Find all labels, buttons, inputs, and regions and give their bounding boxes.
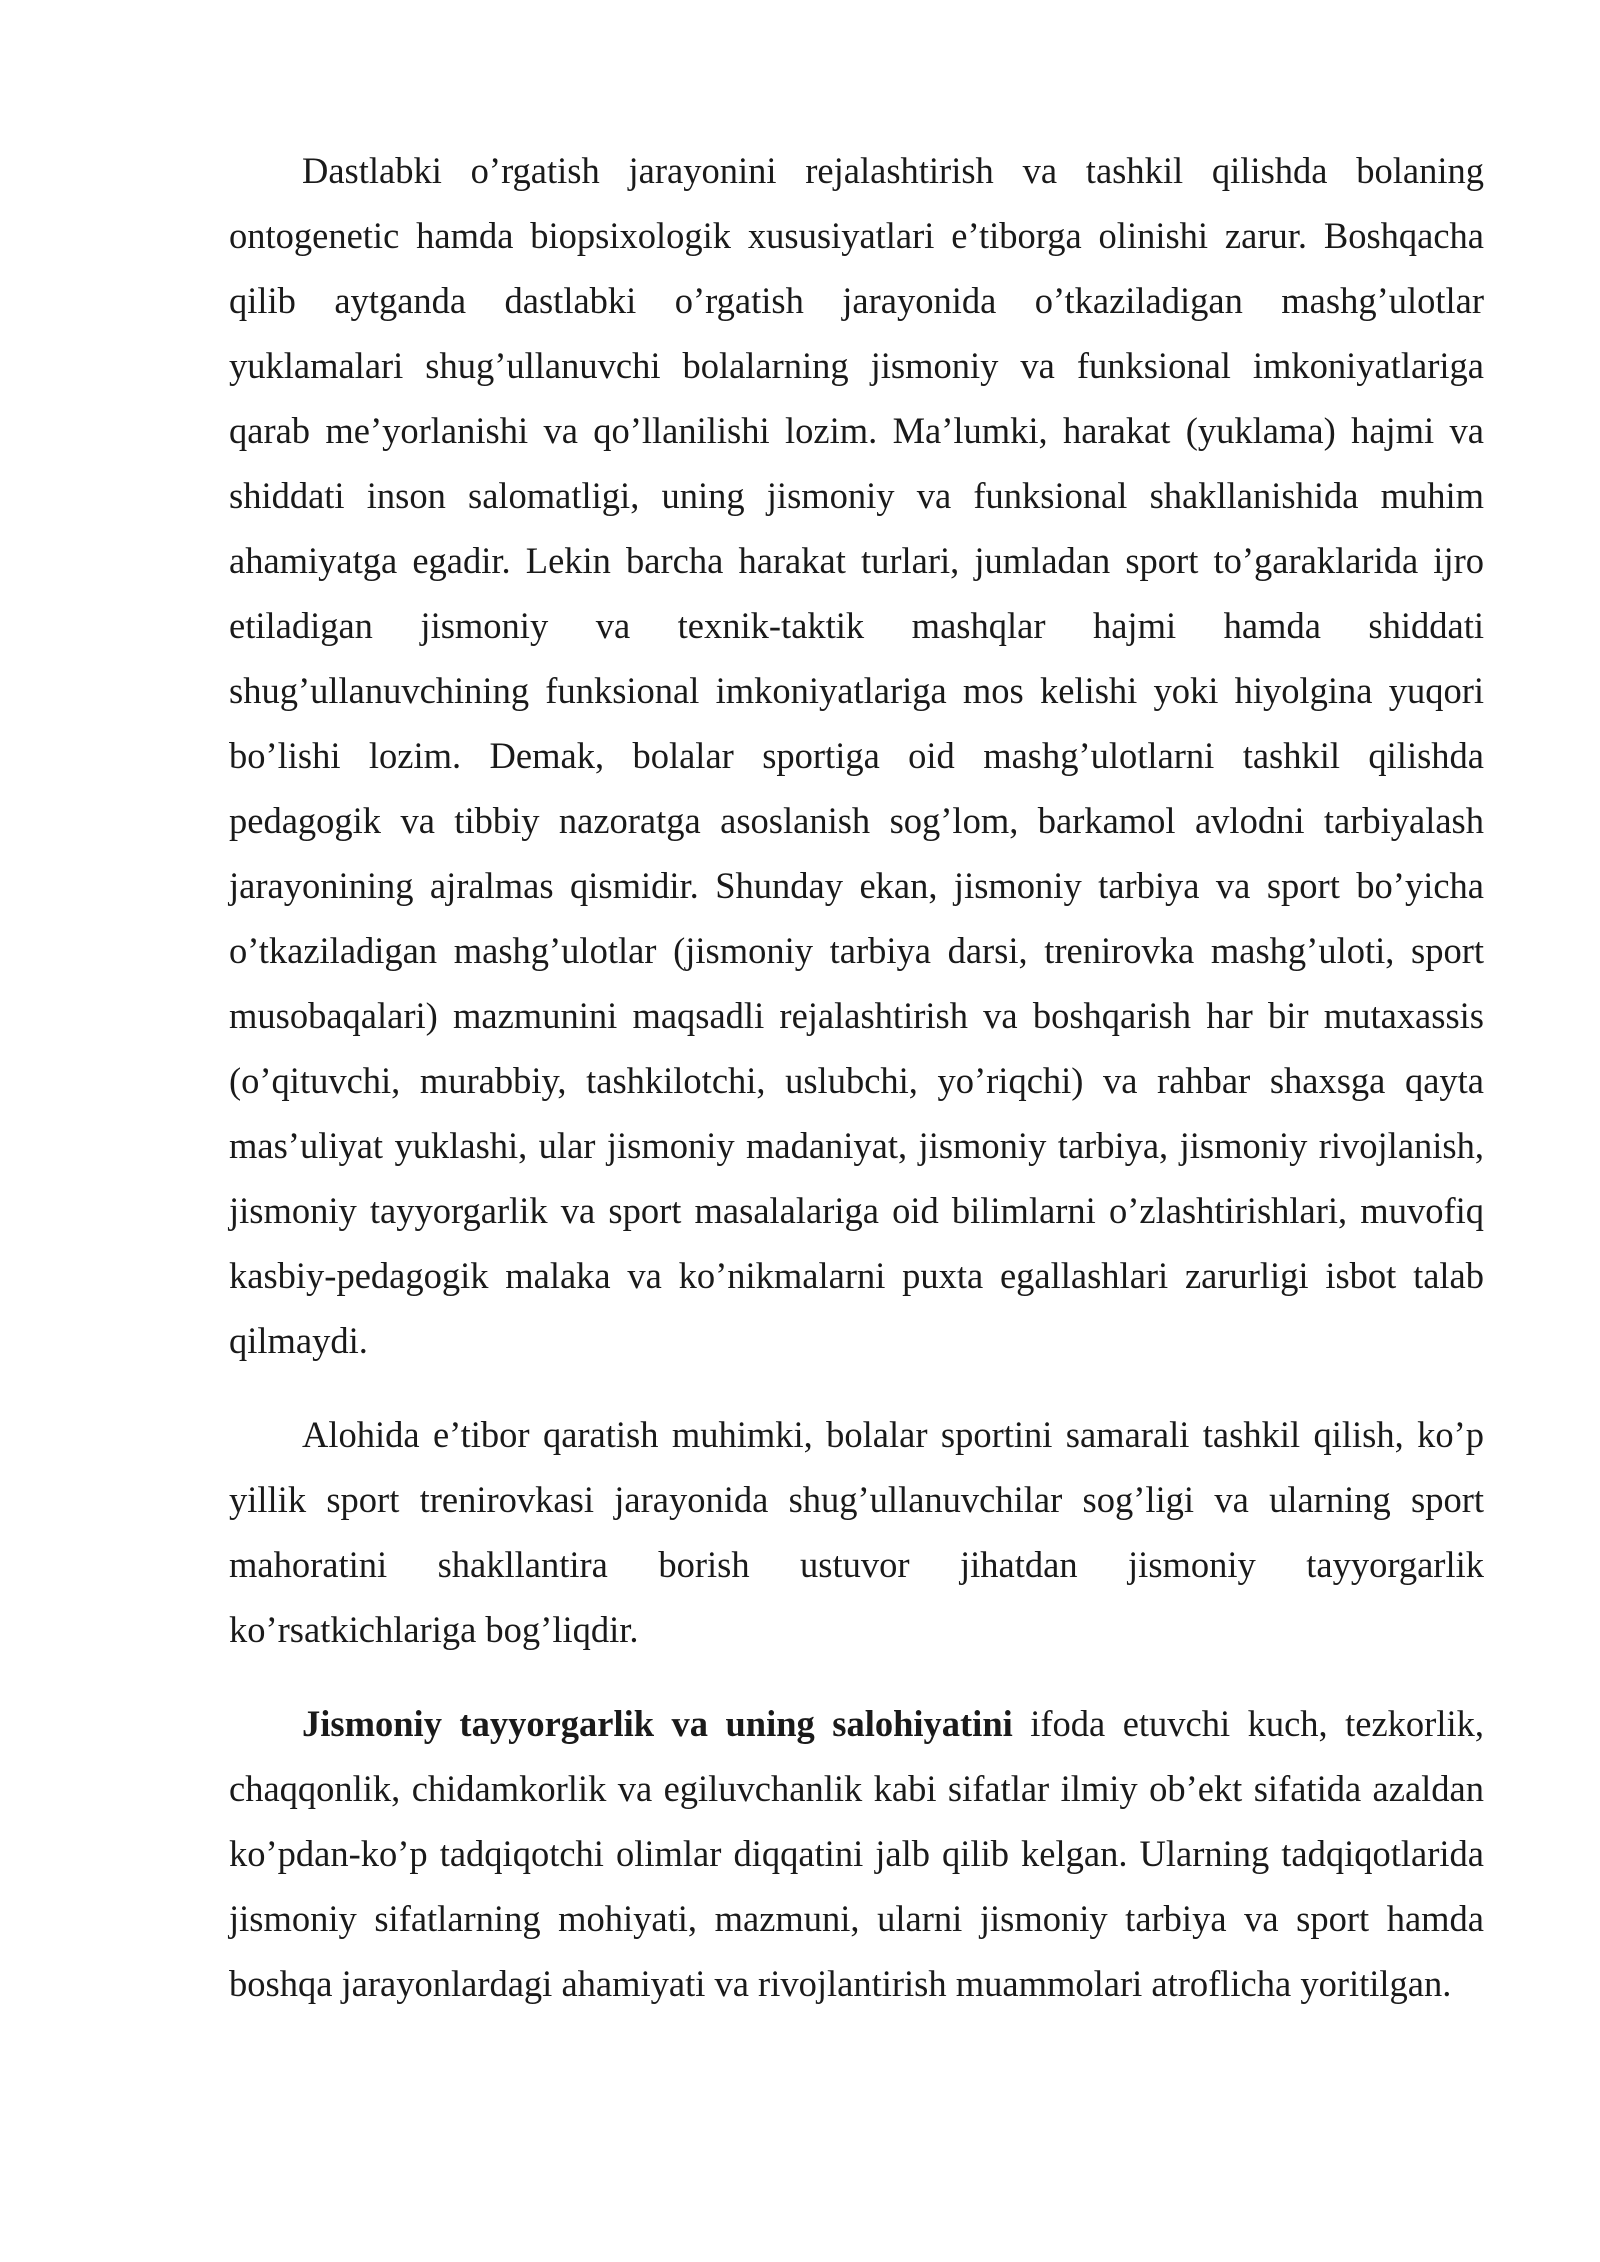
paragraph-3-bold-lead: Jismoniy tayyorgarlik va uning salohiyatini [302, 1703, 1013, 1744]
document-body [229, 138, 1484, 2016]
paragraph-1-text: Dastlabki o’rgatish jarayonini rejalashtirish va tashkil qilishda bolaning ontogenetic hamda biopsixologik xususiyatlari e’tiborga olinishi zarur. Boshqacha qilib aytganda dastlabki o’rgatish jarayonida o’tkaziladigan mashg’ulotlar yuklamalari shug’ullanuvchi bolalarning jismoniy va funksional imkoniyatlariga qarab me’yorlanishi va qo’llanilishi lozim. Ma’lumki, harakat (yuklama) hajmi va shiddati inson salomatligi, uning jismoniy va funksional shakllanishida muhim ahamiyatga egadir. Lekin barcha harakat turlari, jumladan sport to’garaklarida ijro etiladigan jismoniy va texnik-taktik mashqlar hajmi hamda shiddati shug’ullanuvchining funksional imkoniyatlariga mos kelishi yoki hiyolgina yuqori bo’lishi lozim. Demak, bolalar sportiga oid mashg’ulotlarni tashkil qilishda pedagogik va tibbiy nazoratga asoslanish sog’lom, barkamol avlodni tarbiyalash jarayonining ajralmas qismidir. Shunday ekan, jismoniy tarbiya va sport bo’yicha o’tkaziladigan mashg’ulotlar (jismoniy tarbiya darsi, trenirovka mashg’uloti, sport musobaqalari) mazmunini maqsadli rejalashtirish va boshqarish har bir mutaxassis (o’qituvchi, murabbiy, tashkilotchi, uslubchi, yo’riqchi) va rahbar shaxsga qayta mas’uliyat yuklashi, ular jismoniy madaniyat, jismoniy tarbiya, jismoniy rivojlanish, jismoniy tayyorgarlik va sport masalalariga oid bilimlarni o’zlashtirishlari, muvofiq kasbiy-pedagogik malaka va ko’nikmalarni puxta egallashlari zarurligi isbot talab qilmaydi. [229, 150, 1484, 1361]
paragraph-3 [229, 1691, 1484, 2016]
paragraph-3-text: ifoda etuvchi kuch, tezkorlik, chaqqonlik, chidamkorlik va egiluvchanlik kabi sifatlar ilmiy ob’ekt sifatida azaldan ko’pdan-ko’p tadqiqotchi olimlar diqqatini jalb qilib kelgan. Ularning tadqiqotlarida jismoniy sifatlarning mohiyati, mazmuni, ularni jismoniy tarbiya va sport hamda boshqa jarayonlardagi ahamiyati va rivojlantirish muammolari atroflicha yoritilgan. [229, 1703, 1484, 2004]
paragraph-2 [229, 1402, 1484, 1662]
paragraph-1 [229, 138, 1484, 1373]
paragraph-2-text: Alohida e’tibor qaratish muhimki, bolalar sportini samarali tashkil qilish, ko’p yillik sport trenirovkasi jarayonida shug’ullanuvchilar sog’ligi va ularning sport mahoratini shakllantira borish ustuvor jihatdan jismoniy tayyorgarlik ko’rsatkichlariga bog’liqdir. [229, 1414, 1484, 1650]
